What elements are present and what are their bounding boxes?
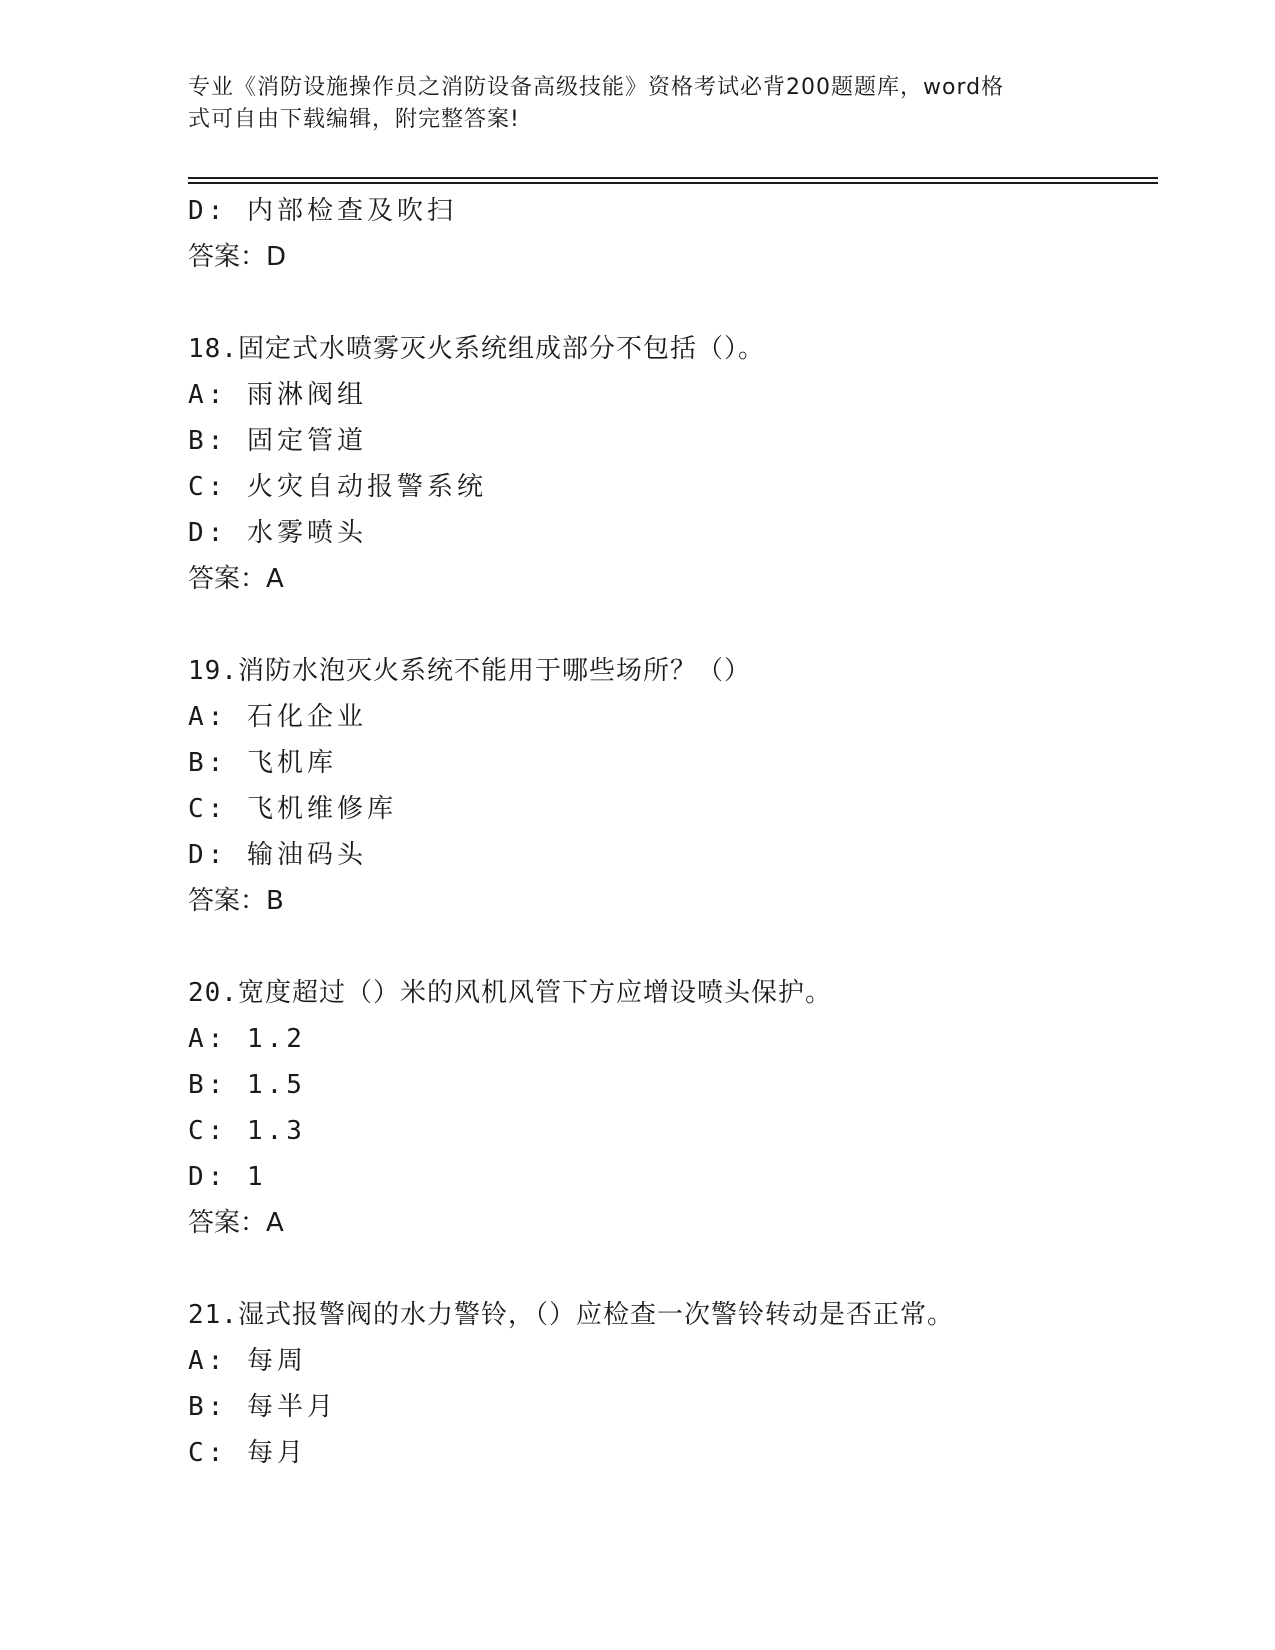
spacer [188,280,1168,326]
q21-option-a: A: 每周 [188,1346,307,1376]
spacer [188,924,1168,970]
document-header [188,72,1088,136]
header-line-2: 式可自由下载编辑，附完整答案! [188,107,520,132]
header-line-1: 专业《消防设施操作员之消防设备高级技能》资格考试必背200题题库，word格 [188,75,1005,100]
q19-title: 19.消防水泡灭火系统不能用于哪些场所？（） [188,656,751,686]
question-list [188,188,1168,1476]
q19-option-b: B: 飞机库 [188,748,337,778]
q18-option-d: D: 水雾喷头 [188,518,367,548]
q20-option-b: B: 1.5 [188,1070,306,1100]
q17-option-d: D: 内部检查及吹扫 [188,196,457,226]
q18-option-b: B: 固定管道 [188,426,367,456]
q20-option-d: D: 1 [188,1162,267,1192]
q21-title: 21.湿式报警阀的水力警铃，（）应检查一次警铃转动是否正常。 [188,1300,954,1330]
q20-title: 20.宽度超过（）米的风机风管下方应增设喷头保护。 [188,978,832,1008]
spacer [188,1246,1168,1292]
q21-option-b: B: 每半月 [188,1392,337,1422]
q19-option-a: A: 石化企业 [188,702,367,732]
q20-option-c: C: 1.3 [188,1116,306,1146]
header-divider-bottom [188,182,1158,184]
header-divider-top [188,177,1158,179]
q20-answer: 答案：A [188,1208,284,1238]
q19-answer: 答案：B [188,886,284,916]
q19-option-d: D: 输油码头 [188,840,367,870]
q18-option-c: C: 火灾自动报警系统 [188,472,487,502]
q18-title: 18.固定式水喷雾灭火系统组成部分不包括（）。 [188,334,765,364]
q18-answer: 答案：A [188,564,284,594]
q18-option-a: A: 雨淋阀组 [188,380,367,410]
q19-option-c: C: 飞机维修库 [188,794,397,824]
q17-answer: 答案：D [188,242,287,272]
spacer [188,602,1168,648]
q21-option-c: C: 每月 [188,1438,307,1468]
q20-option-a: A: 1.2 [188,1024,306,1054]
